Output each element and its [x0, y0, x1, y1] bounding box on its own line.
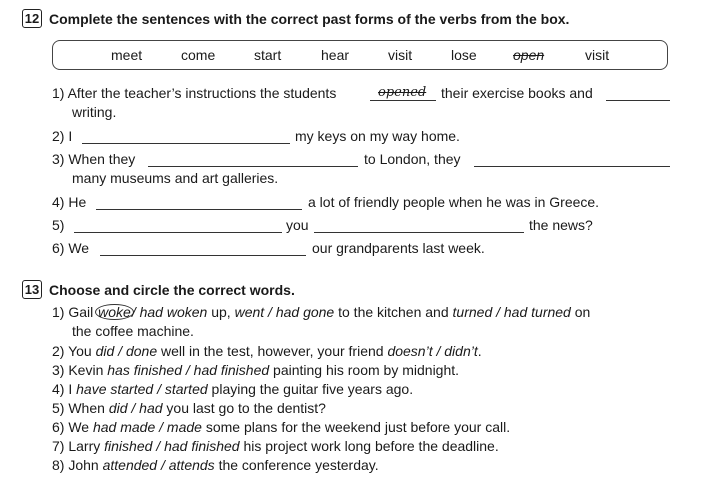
- answer-blank[interactable]: [74, 217, 282, 233]
- choice-item-1: 1) Gail woke/ had woken up, went / had gone to the kitchen and turned / had turned on: [52, 304, 591, 320]
- answer-blank[interactable]: [474, 151, 670, 167]
- sentence-text: you: [286, 217, 309, 233]
- verb-box: [52, 40, 668, 70]
- answer-blank[interactable]: [606, 85, 670, 101]
- exercise-number: 13: [22, 280, 42, 299]
- choice-item-4: 4) I have started / started playing the guitar five years ago.: [52, 381, 414, 397]
- sentence-6: 6) We: [52, 240, 90, 256]
- choice-item-7: 7) Larry finished / had finished his project work long before the deadline.: [52, 438, 499, 454]
- answer-blank[interactable]: [96, 194, 302, 210]
- answer-blank[interactable]: [100, 240, 306, 256]
- verb-word: lose: [451, 47, 477, 63]
- exercise-12-header: [22, 9, 569, 28]
- verb-word: start: [254, 47, 282, 63]
- exercise-13-header: [22, 280, 295, 299]
- sentence-text: the news?: [529, 217, 593, 233]
- circled-answer[interactable]: woke: [95, 304, 134, 320]
- verb-word: meet: [111, 47, 143, 63]
- exercise-title: Complete the sentences with the correct past forms of the verbs from the box.: [49, 10, 570, 27]
- choice-item-8: 8) John attended / attends the conference yesterday.: [52, 457, 379, 473]
- sentence-text: many museums and art galleries.: [72, 170, 279, 186]
- sentence-text: a lot of friendly people when he was in Greece.: [308, 194, 600, 210]
- choice-item-2: 2) You did / done well in the test, however, your friend doesn’t / didn’t.: [52, 343, 482, 359]
- answer-blank[interactable]: [314, 217, 524, 233]
- sentence-2: 2) I: [52, 128, 73, 144]
- verb-word-crossed: open: [513, 47, 545, 63]
- sentence-3: 3) When they: [52, 151, 136, 167]
- answer-blank[interactable]: [82, 128, 290, 144]
- sentence-text: our grandparents last week.: [312, 240, 485, 256]
- sentence-5: 5): [52, 217, 65, 233]
- choice-item-continuation: the coffee machine.: [72, 323, 194, 339]
- sentence-1: 1) After the teacher’s instructions the students: [52, 85, 337, 101]
- verb-word: hear: [321, 47, 350, 63]
- verb-word: come: [181, 47, 216, 63]
- exercise-title: Choose and circle the correct words.: [49, 281, 295, 298]
- sentence-text: their exercise books and: [441, 85, 593, 101]
- choice-item-3: 3) Kevin has finished / had finished painting his room by midnight.: [52, 362, 460, 378]
- choice-item-6: 6) We had made / made some plans for the weekend just before your call.: [52, 419, 511, 435]
- exercise-number: 12: [22, 9, 42, 28]
- choice-item-5: 5) When did / had you last go to the dentist?: [52, 400, 326, 416]
- answer-blank[interactable]: [148, 151, 358, 167]
- sentence-text: my keys on my way home.: [295, 128, 460, 144]
- sentence-4: 4) He: [52, 194, 87, 210]
- verb-word: visit: [388, 47, 413, 63]
- sentence-text: to London, they: [364, 151, 461, 167]
- verb-word: visit: [585, 47, 610, 63]
- sentence-text: writing.: [72, 104, 117, 120]
- handwritten-answer: opened: [378, 85, 427, 100]
